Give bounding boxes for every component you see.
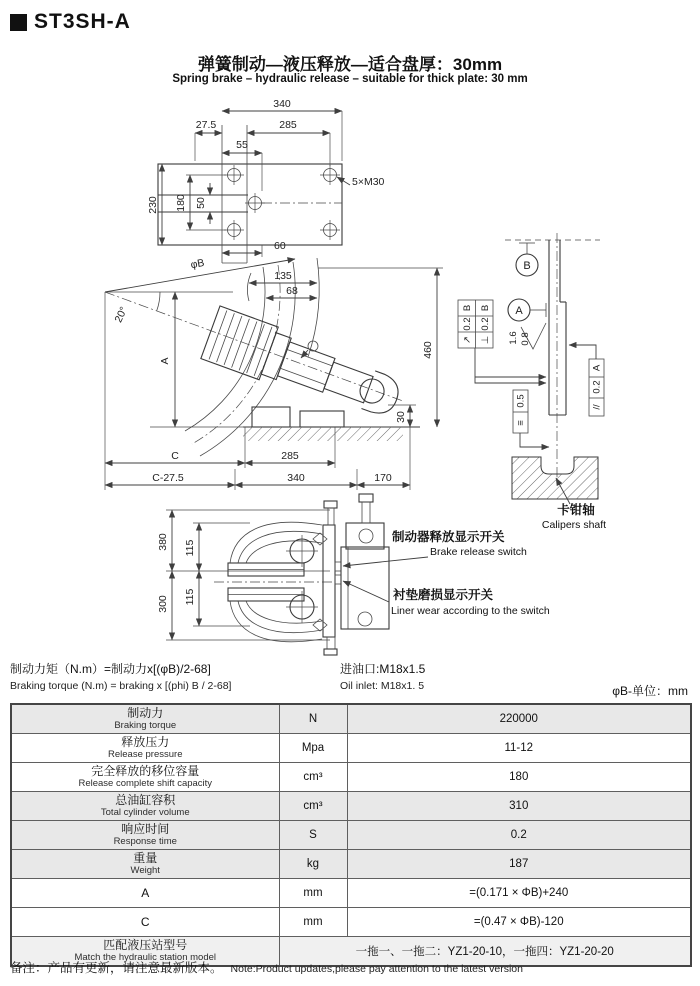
dim-side-a: A (159, 357, 171, 365)
table-row (11, 850, 691, 879)
fcf-runout-ref: B (462, 304, 473, 312)
liner-wear-switch-label-en: Liner wear according to the switch (391, 605, 550, 617)
row-name-zh: 制动力 (127, 706, 164, 720)
roughness-1-6: 1.6 (508, 331, 519, 345)
row-value: 11-12 (347, 734, 691, 763)
dim-side-340: 340 (287, 472, 305, 484)
row-name-en: Braking torque (114, 720, 177, 731)
section-marker-square (10, 14, 27, 31)
spec-table (10, 703, 692, 967)
row-unit: S (279, 821, 347, 850)
oil-inlet-spec (340, 660, 425, 692)
table-row (11, 879, 691, 908)
braking-torque-formula-en: Braking torque (N.m) = braking x [(phi) B / 2-68] (10, 680, 232, 692)
bolt-hole (320, 165, 340, 185)
dim-side-c: C (171, 450, 179, 462)
liner-wear-switch-label-zh: 衬垫磨损显示开关 (393, 588, 494, 602)
table-row (11, 763, 691, 792)
fcf-par-val: 0.2 (591, 380, 603, 394)
side-view (105, 257, 443, 490)
brake-release-switch-tab (335, 562, 341, 571)
caliper-assembly (201, 306, 406, 426)
row-unit: mm (279, 908, 347, 937)
dim-side-30: 30 (395, 411, 407, 423)
row-unit: N (279, 704, 347, 734)
dim-side-135: 135 (274, 270, 292, 282)
fcf-perp-ref: B (480, 304, 491, 312)
technical-drawing (0, 95, 700, 657)
row-name-en: Weight (130, 865, 160, 876)
row-unit: mm (279, 879, 347, 908)
part-marker-circle (308, 341, 318, 351)
dim-front-300: 300 (157, 595, 169, 613)
front-view (157, 494, 550, 655)
fcf-par-ref: A (591, 364, 603, 372)
bolt-hole (245, 193, 265, 213)
row-value: 310 (347, 792, 691, 821)
row-value: 0.2 (347, 821, 691, 850)
liner-wear-switch-tab (335, 575, 341, 584)
calipers-shaft-label-zh: 卡钳轴 (557, 503, 595, 517)
oil-inlet-en: Oil inlet: M18x1. 5 (340, 680, 425, 692)
row-name-en: Release complete shift capacity (78, 778, 213, 789)
title-english: Spring brake – hydraulic release – suitable for thick plate: 30 mm (172, 73, 528, 85)
model-number: ST3SH-A (34, 10, 131, 33)
braking-torque-formula (10, 660, 231, 692)
roughness-0-8: 0.8 (520, 332, 531, 346)
footer-note-zh: 备注：产品有更新，请注意最新版本。 (10, 961, 223, 975)
braking-torque-formula-zh: 制动力矩（N.m）=制动力x[(φB)/2-68] (10, 662, 211, 676)
mount-socket-block (512, 457, 598, 499)
row-name-zh: 总油缸容积 (115, 793, 176, 807)
dim-plan-230: 230 (147, 196, 159, 214)
row-name-zh: 匹配液压站型号 (103, 938, 188, 952)
page-header (10, 10, 131, 34)
dim-side-68: 68 (286, 285, 298, 297)
dim-front-380: 380 (157, 533, 169, 551)
bolt-hole (224, 220, 244, 240)
dim-phi-b: φB (189, 256, 206, 272)
dim-angle-20: 20° (112, 304, 131, 325)
row-name-zh: 响应时间 (121, 822, 170, 836)
row-unit: cm³ (279, 792, 347, 821)
symmetry-icon: ≡ (515, 420, 527, 426)
row-name-en: Total cylinder volume (100, 807, 190, 818)
footer-note-en: Note:Product updates,please pay attention to the latest version (230, 963, 523, 975)
bolt-hole (320, 220, 340, 240)
row-name-zh: 完全释放的移位容量 (91, 764, 200, 778)
dim-side-285: 285 (281, 450, 299, 462)
dim-plan-285: 285 (279, 119, 297, 131)
row-value: =(0.47 × ΦB)-120 (347, 908, 691, 937)
dim-front-115-top: 115 (184, 539, 196, 557)
dim-plan-340: 340 (273, 98, 291, 110)
callout-bolts: 5×M30 (352, 176, 385, 188)
fcf-runout-val: 0.2 (462, 317, 473, 331)
dim-front-115-bottom: 115 (184, 588, 196, 606)
row-name-zh: 重量 (133, 851, 158, 865)
row-value: 220000 (347, 704, 691, 734)
plan-view (147, 98, 385, 263)
row-unit: cm³ (279, 763, 347, 792)
row-name-en: Response time (113, 836, 177, 847)
row-name-en: Match the hydraulic station model (74, 952, 217, 963)
row-name-zh: A (141, 885, 150, 900)
bolt-hole (224, 165, 244, 185)
dim-plan-180: 180 (175, 194, 187, 212)
calipers-shaft-label-en: Calipers shaft (541, 519, 607, 531)
footer-note (10, 958, 523, 976)
brake-release-switch-label-en: Brake release switch (430, 546, 527, 558)
runout-icon: ↗ (462, 336, 473, 344)
shaft-tolerance-view (458, 233, 606, 531)
oil-inlet-zh: 进油口:M18x1.5 (340, 662, 426, 676)
dim-plan-55: 55 (236, 139, 248, 151)
dim-side-170: 170 (374, 472, 392, 484)
ground-hatch (243, 427, 403, 441)
table-row (11, 792, 691, 821)
row-value: 一拖一、一拖二：YZ1-20-10，一拖四：YZ1-20-20 (279, 937, 691, 967)
dim-plan-60: 60 (274, 240, 286, 252)
row-unit: kg (279, 850, 347, 879)
datum-b-label: B (523, 260, 531, 272)
row-name-zh: 释放压力 (121, 735, 170, 749)
title-chinese: 弹簧制动—液压释放—适合盘厚：30mm (197, 55, 503, 74)
table-row (11, 821, 691, 850)
brake-release-switch-label-zh: 制动器释放显示开关 (392, 530, 505, 544)
phi-b-unit-note: φB-单位：mm (612, 684, 688, 698)
row-value: 187 (347, 850, 691, 879)
table-row (11, 908, 691, 937)
table-row (11, 704, 691, 734)
dim-side-c-27-5: C-27.5 (152, 472, 184, 484)
table-row (11, 734, 691, 763)
fcf-perp-val: 0.2 (480, 317, 491, 331)
dim-plan-27-5: 27.5 (195, 119, 217, 131)
fcf-sym-val: 0.5 (515, 394, 527, 408)
row-value: =(0.171 × ΦB)+240 (347, 879, 691, 908)
row-name-en: Release pressure (108, 749, 183, 760)
dim-side-460: 460 (422, 341, 434, 359)
datum-a-label: A (515, 305, 523, 317)
dim-plan-50: 50 (195, 197, 207, 209)
row-value: 180 (347, 763, 691, 792)
row-unit: Mpa (279, 734, 347, 763)
row-name-zh: C (140, 914, 150, 929)
perpendicularity-icon: ⊥ (480, 335, 491, 345)
parallelism-icon: // (591, 404, 603, 410)
